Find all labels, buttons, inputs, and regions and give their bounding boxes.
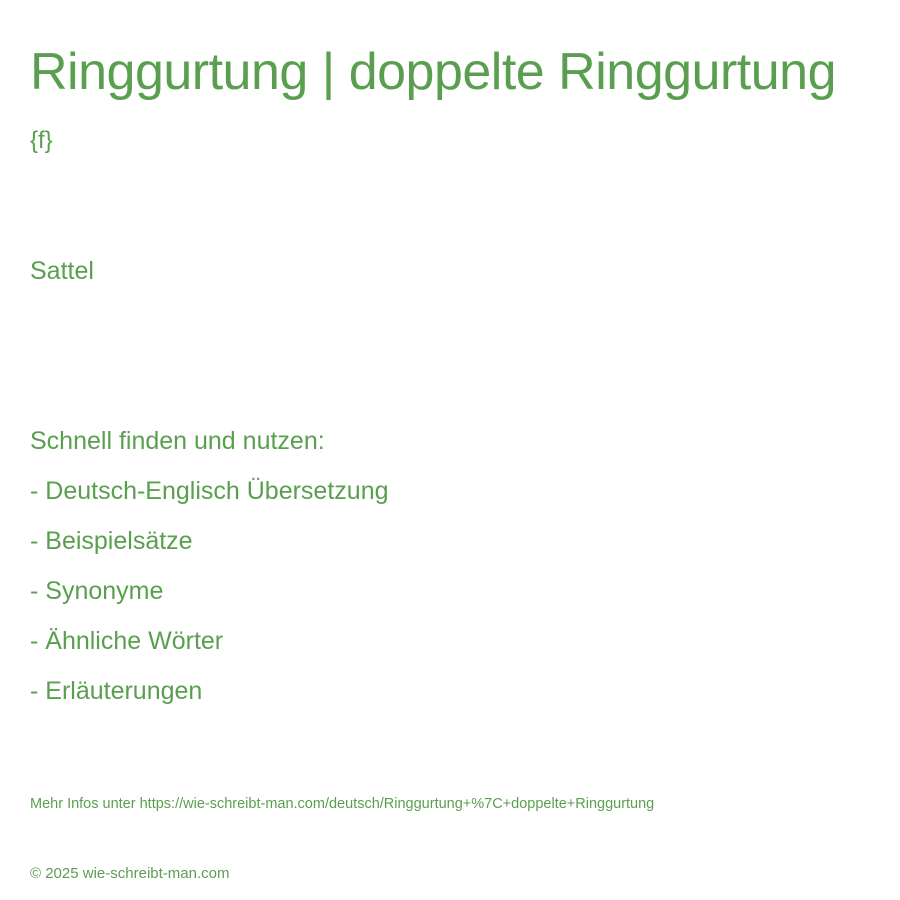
features-section bbox=[30, 426, 389, 726]
feature-item-synonyms: - Synonyme bbox=[30, 577, 164, 605]
feature-item-translation: - Deutsch-Englisch Übersetzung bbox=[30, 477, 389, 505]
more-info-link[interactable]: Mehr Infos unter https://wie-schreibt-man.com/deutsch/Ringgurtung+%7C+doppelte+Ringgurtung bbox=[30, 796, 655, 812]
feature-item-explanations: - Erläuterungen bbox=[30, 677, 203, 705]
gender-label: {f} bbox=[30, 127, 53, 154]
page-title: Ringgurtung | doppelte Ringgurtung bbox=[30, 43, 836, 101]
feature-item-examples: - Beispielsätze bbox=[30, 527, 193, 555]
translation-text: Sattel bbox=[30, 257, 94, 285]
copyright-notice: © 2025 wie-schreibt-man.com bbox=[30, 865, 230, 882]
features-heading: Schnell finden und nutzen: bbox=[30, 427, 325, 455]
feature-item-similar-words: - Ähnliche Wörter bbox=[30, 627, 224, 655]
